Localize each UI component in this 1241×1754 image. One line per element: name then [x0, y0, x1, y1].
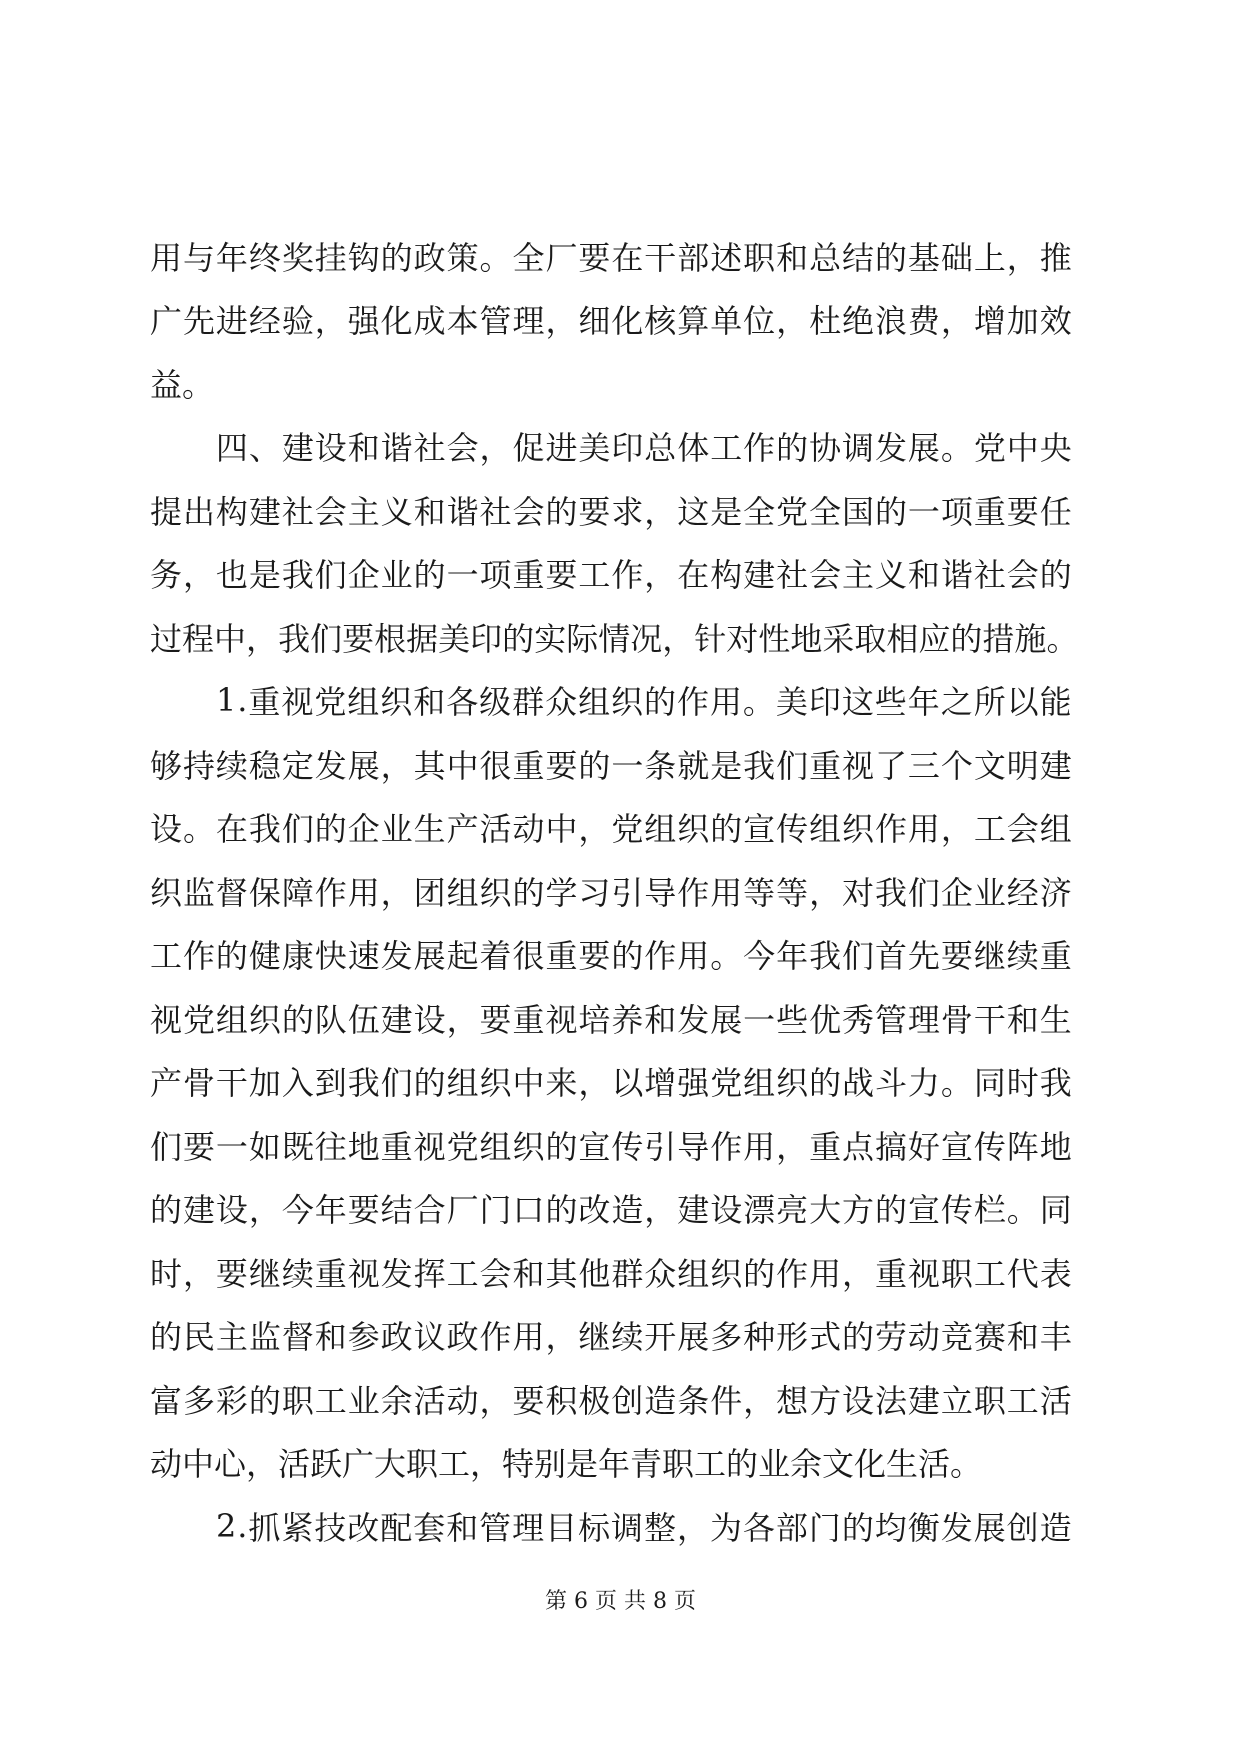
text-line: 富 多 彩 的 职 工 业 余 活 动 ， 要 积 极 创 造 条 件 ， 想 方 设 法 建 立 职 工 活: [150, 1381, 1072, 1420]
page-footer: 第 6 页 共 8 页: [545, 1589, 696, 1614]
text-line: 务 ， 也 是 我 们 企 业 的 一 项 重 要 工 作 ， 在 构 建 社 会 主 义 和 谐 社 会 的: [150, 556, 1072, 595]
text-line: 工 作 的 健 康 快 速 发 展 起 着 很 重 要 的 作 用 。 今 年 我 们 首 先 要 继 续 重: [150, 937, 1072, 976]
body-text: [150, 224, 1079, 1558]
text-line: 的 建 设 ， 今 年 要 结 合 厂 门 口 的 改 造 ， 建 设 漂 亮 大 方 的 宣 传 栏 。 同: [150, 1191, 1072, 1230]
text-line: 过 程 中 ， 我 们 要 根 据 美 印 的 实 际 情 况 ， 针 对 性 地 采 取 相 应 的 措 施 。: [150, 619, 1079, 658]
text-line: 益。: [150, 365, 215, 404]
text-line: 广 先 进 经 验 ， 强 化 成 本 管 理 ， 细 化 核 算 单 位 ， 杜 绝 浪 费 ， 增 加 效: [150, 302, 1072, 341]
text-line: 织 监 督 保 障 作 用 ， 团 组 织 的 学 习 引 导 作 用 等 等 ， 对 我 们 企 业 经 济: [150, 873, 1072, 912]
text-line: 四 、 建 设 和 谐 社 会 ， 促 进 美 印 总 体 工 作 的 协 调 发 展 。 党 中 央: [215, 429, 1072, 468]
text-line: 视 党 组 织 的 队 伍 建 设 ， 要 重 视 培 养 和 发 展 一 些 优 秀 管 理 骨 干 和 生: [150, 1000, 1072, 1039]
text-line: 提 出 构 建 社 会 主 义 和 谐 社 会 的 要 求 ， 这 是 全 党 全 国 的 一 项 重 要 任: [150, 492, 1072, 531]
text-line: 动中心，活跃广大职工，特别是年青职工的业余文化生活。: [150, 1445, 983, 1484]
text-line: 1 . 重 视 党 组 织 和 各 级 群 众 组 织 的 作 用 。 美 印 这 些 年 之 所 以 能: [215, 681, 1072, 722]
text-line: 用 与 年 终 奖 挂 钩 的 政 策 。 全 厂 要 在 干 部 述 职 和 总 结 的 基 础 上 ， 推: [150, 238, 1072, 277]
text-line: 够 持 续 稳 定 发 展 ， 其 中 很 重 要 的 一 条 就 是 我 们 重 视 了 三 个 文 明 建: [150, 746, 1072, 785]
text-line: 时 ， 要 继 续 重 视 发 挥 工 会 和 其 他 群 众 组 织 的 作 用 ， 重 视 职 工 代 表: [150, 1254, 1072, 1293]
text-line: 设 。 在 我 们 的 企 业 生 产 活 动 中 ， 党 组 织 的 宣 传 组 织 作 用 ， 工 会 组: [150, 810, 1072, 849]
text-line: 产 骨 干 加 入 到 我 们 的 组 织 中 来 ， 以 增 强 党 组 织 的 战 斗 力 。 同 时 我: [150, 1064, 1072, 1103]
text-line: 的 民 主 监 督 和 参 政 议 政 作 用 ， 继 续 开 展 多 种 形 式 的 劳 动 竞 赛 和 丰: [150, 1318, 1072, 1357]
text-line: 们 要 一 如 既 往 地 重 视 党 组 织 的 宣 传 引 导 作 用 ， 重 点 搞 好 宣 传 阵 地: [150, 1127, 1072, 1166]
text-line: 2 . 抓 紧 技 改 配 套 和 管 理 目 标 调 整 ， 为 各 部 门 的 均 衡 发 展 创 造: [215, 1506, 1072, 1547]
